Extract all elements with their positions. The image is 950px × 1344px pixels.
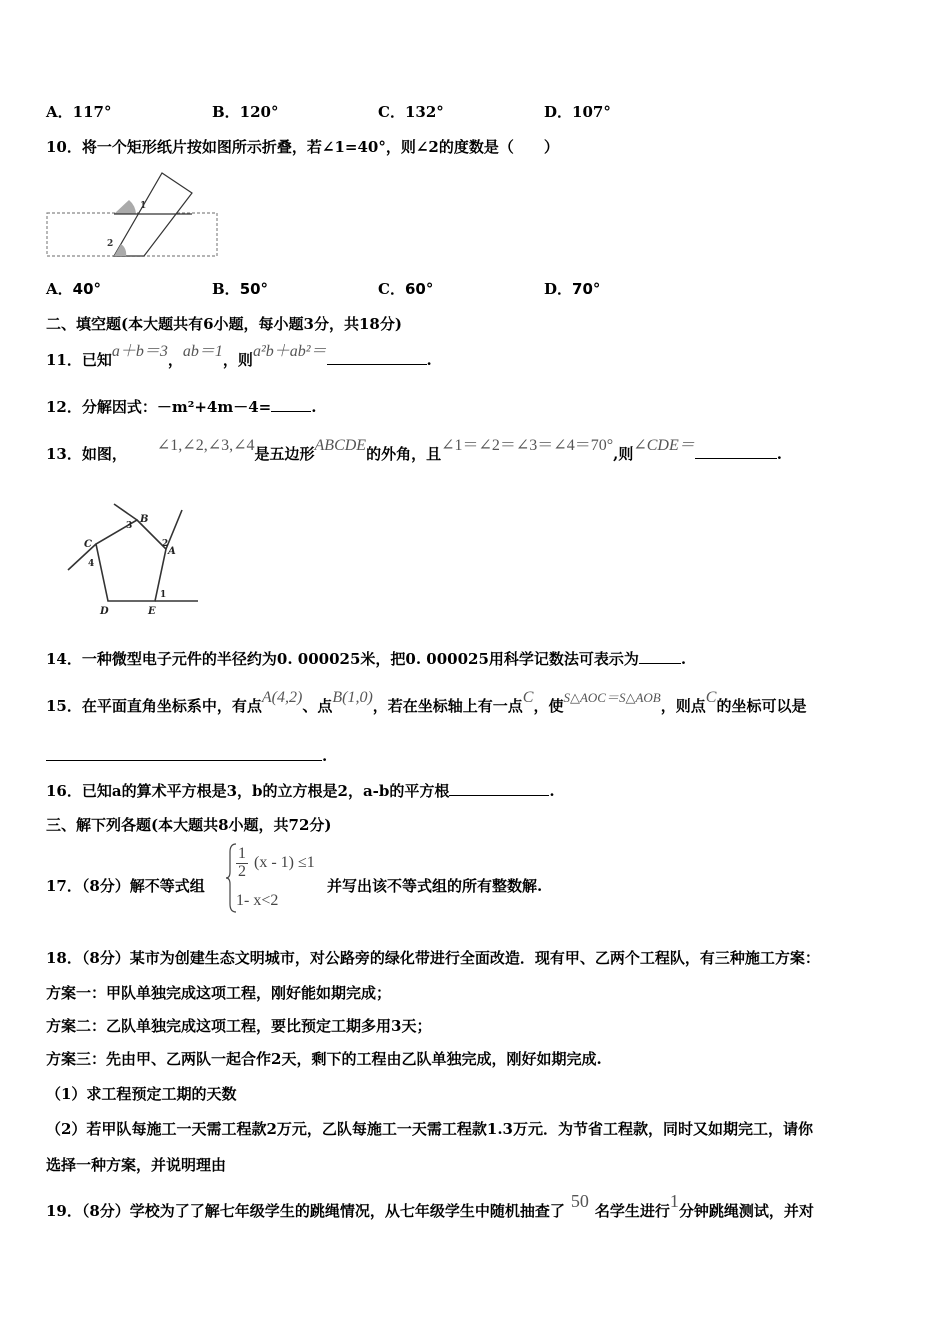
q10-option-b[interactable]: B．50° [212,280,269,298]
q13-math-angles: ∠1,∠2,∠3,∠4 [156,437,255,454]
q13-pentagon-figure [64,498,204,618]
q18-plan-1: 方案一：甲队单独完成这项工程，刚好能如期完成； [46,984,392,1002]
q15-answer-blank[interactable] [46,746,322,761]
q17: 17．（8分）解不等式组 [46,877,205,895]
q13-label-1: 1 [160,590,167,600]
q9-option-b[interactable]: B．120° [212,103,279,121]
q18-part-1: （1）求工程预定工期的天数 [46,1085,237,1103]
q13-math-equal: ∠1＝∠2＝∠3＝∠4＝70° [441,437,614,454]
q13-answer-blank[interactable] [695,444,777,459]
q17-inequality-1: (x - 1) ≤1 [254,854,315,871]
q16-answer-blank[interactable] [449,781,549,796]
q15-math-area: S△AOC＝S△AOB [563,690,661,705]
q10-label-1: 1 [140,201,147,211]
q12-answer-blank[interactable] [271,397,311,412]
q18-part-2: （2）若甲队每施工一天需工程款2万元，乙队每施工一天需工程款1.3万元．为节省工程款，同时又如期完工，请你 [46,1120,813,1138]
q10-option-a[interactable]: A．40° [46,280,102,298]
section-3-heading: 三、解下列各题(本大题共8小题，共72分) [46,816,332,834]
q14-answer-blank[interactable] [639,649,681,664]
q13-label-4: 4 [88,559,95,569]
q13: 13．如图， ∠1,∠2,∠3,∠4是五边形ABCDE的外角，且∠1＝∠2＝∠3＝∠4＝70°,则∠CDE＝ . [46,437,782,463]
q13-label-e: E [148,606,156,617]
q13-label-2: 2 [162,539,169,549]
q19: 19．（8分）学校为了了解七年级学生的跳绳情况，从七年级学生中随机抽查了 50 名学生进行1分钟跳绳测试，并对 [46,1191,814,1220]
q11: 11．已知a＋b＝3，ab＝1，则a²b＋ab²＝ . [46,343,432,369]
q13-label-3: 3 [126,521,133,531]
q18-plan-3: 方案三：先由甲、乙两队一起合作2天，剩下的工程由乙队单独完成，刚好如期完成. [46,1050,602,1068]
q15-math-b: B(1,0) [332,689,373,706]
q11-answer-blank[interactable] [327,350,427,365]
section-2-heading: 二、填空题(本大题共有6小题，每小题3分，共18分) [46,315,402,333]
q15-math-a: A(4,2) [261,689,303,706]
q10-stem: 10．将一个矩形纸片按如图所示折叠，若∠1=40°，则∠2的度数是（ ） [46,138,559,156]
q9-option-c[interactable]: C．132° [378,103,444,121]
q18-part-2-cont: 选择一种方案，并说明理由 [46,1156,227,1174]
q17-tail: 并写出该不等式组的所有整数解. [327,877,543,895]
q11-math-2: ab＝1 [182,343,223,360]
q16: 16．已知a的算术平方根是3，b的立方根是2，a-b的平方根 . [46,782,555,800]
q18-line-1: 18．（8分）某市为创建生态文明城市，对公路旁的绿化带进行全面改造．现有甲、乙两个工程队，有三种施工方案： [46,949,820,967]
q13-label-c: C [84,539,92,550]
q15-math-c: C [522,689,534,706]
q9-option-d[interactable]: D．107° [544,103,611,121]
q11-math-3: a²b＋ab²＝ [252,343,327,360]
q19-math-1: 1 [669,1191,679,1211]
q15-math-c2: C [705,689,717,706]
q11-math-1: a＋b＝3 [111,343,168,360]
q10-fold-figure [44,168,224,260]
q9-option-a[interactable]: A．117° [46,103,112,121]
q19-math-50: 50 [570,1191,589,1211]
q15-answer-line: . [46,746,327,766]
q14: 14．一种微型电子元件的半径约为0. 000025米，把0. 000025用科学记数法可表示为 . [46,650,687,668]
q10-label-2: 2 [107,239,114,249]
q9-options [46,102,710,122]
q13-label-a: A [168,546,176,557]
q15: 15．在平面直角坐标系中，有点A(4,2)、点B(1,0)，若在坐标轴上有一点C，使S△AOC＝S△AOB，则点C的坐标可以是 [46,689,807,715]
q17-fraction: 1 2 [238,845,246,880]
q13-math-pentagon: ABCDE [314,437,367,454]
q13-label-b: B [140,514,149,525]
q13-math-cde: ∠CDE＝ [633,437,695,454]
q10-options [46,279,710,299]
q13-label-d: D [100,606,109,617]
q10-option-c[interactable]: C．60° [378,280,434,298]
q12: 12．分解因式：－m²+4m－4= . [46,398,317,416]
q10-option-d[interactable]: D．70° [544,280,601,298]
q17-inequality-2: 1- x<2 [236,892,279,909]
q18-plan-2: 方案二：乙队单独完成这项工程，要比预定工期多用3天； [46,1017,432,1035]
